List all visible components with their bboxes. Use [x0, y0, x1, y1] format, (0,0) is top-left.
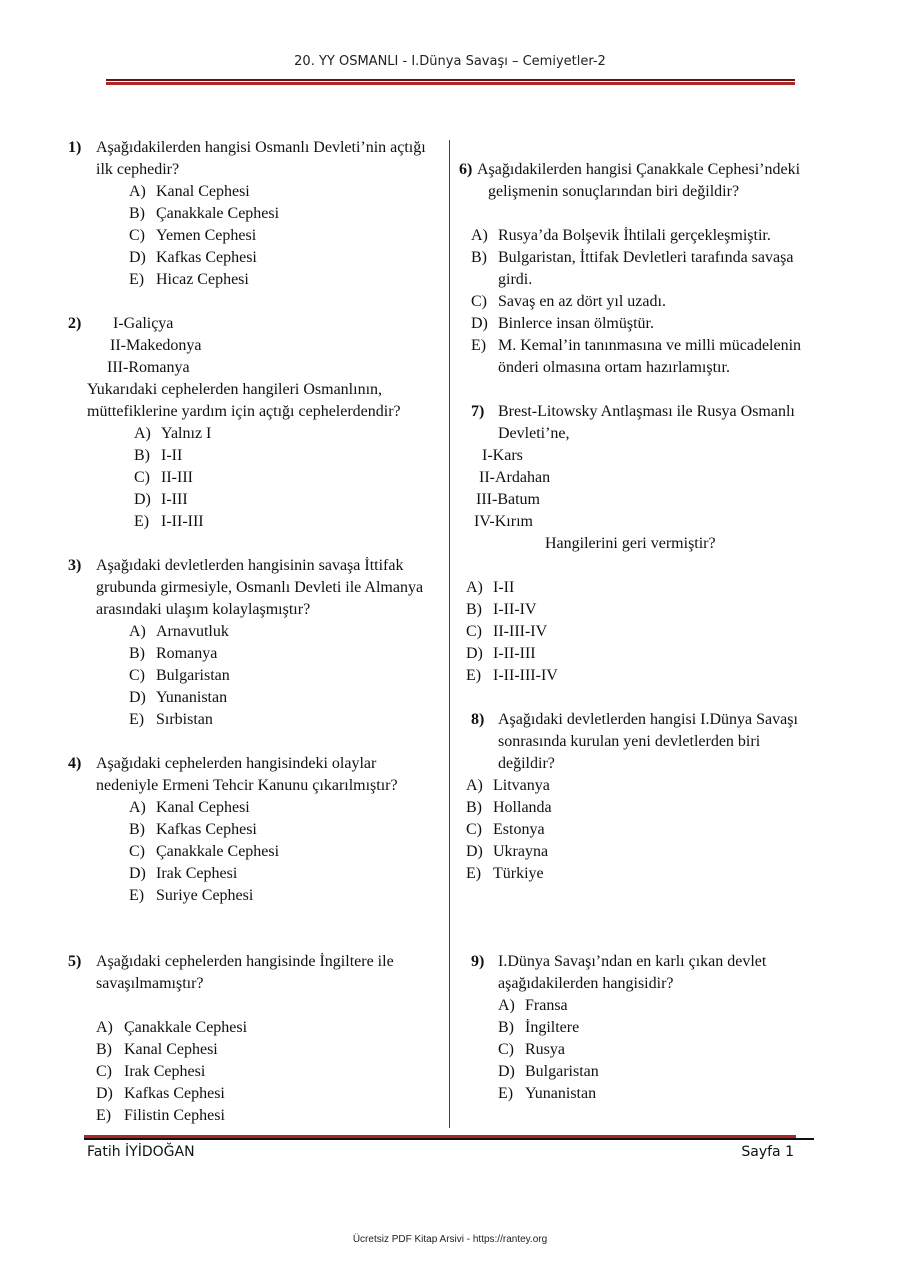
q2-option-letter: D) — [134, 491, 151, 508]
q5-option-text: Kanal Cephesi — [124, 1041, 218, 1058]
q2-option-text: I-III — [161, 491, 188, 508]
q9-stem-line: aşağıdakilerden hangisidir? — [498, 975, 674, 992]
q2-item: II-Makedonya — [110, 337, 202, 354]
q2-stem-line: müttefiklerine yardım için açtığı cephelerdendir? — [87, 403, 401, 420]
q2-option-letter: C) — [134, 469, 150, 486]
q6-option-text: Bulgaristan, İttifak Devletleri tarafında savaşa — [498, 249, 794, 266]
q8-number: 8) — [471, 711, 485, 728]
q7-item: II-Ardahan — [479, 469, 551, 486]
q6-option-text: Rusya’da Bolşevik İhtilali gerçekleşmiştir. — [498, 227, 771, 244]
q1-option-text: Yemen Cephesi — [156, 227, 257, 244]
q6-option-letter: B) — [471, 249, 487, 266]
q5-option-letter: D) — [96, 1085, 113, 1102]
q9-number: 9) — [471, 953, 485, 970]
q3-option-letter: D) — [129, 689, 146, 706]
footer-page-number: Sayfa 1 — [741, 1144, 794, 1160]
q4-stem-line: nedeniyle Ermeni Tehcir Kanunu çıkarılmıştır? — [96, 777, 398, 794]
q8-option-text: Estonya — [493, 821, 545, 838]
q1-number: 1) — [68, 139, 82, 156]
q6-option-letter: E) — [471, 337, 487, 354]
q4-option-text: Suriye Cephesi — [156, 887, 254, 904]
q7-option-letter: E) — [466, 667, 482, 684]
q8-option-text: Litvanya — [493, 777, 550, 794]
q8-stem-line: sonrasında kurulan yeni devletlerden biri — [498, 733, 761, 750]
q5-option-letter: C) — [96, 1063, 112, 1080]
header-rule — [106, 79, 795, 81]
q6-number: 6) — [459, 161, 473, 178]
q3-number: 3) — [68, 557, 82, 574]
q5-option-letter: E) — [96, 1107, 112, 1124]
q8-stem-line: değildir? — [498, 755, 555, 772]
q6-option-letter: C) — [471, 293, 487, 310]
q4-option-letter: A) — [129, 799, 146, 816]
q1-option-text: Kanal Cephesi — [156, 183, 250, 200]
q1-option-text: Kafkas Cephesi — [156, 249, 257, 266]
q9-option-letter: B) — [498, 1019, 514, 1036]
q9-option-text: Rusya — [525, 1041, 565, 1058]
q6-stem-line: Aşağıdakilerden hangisi Çanakkale Cephesi’ndeki — [477, 161, 801, 178]
q3-option-letter: B) — [129, 645, 145, 662]
q4-option-letter: E) — [129, 887, 145, 904]
q2-number: 2) — [68, 315, 82, 332]
q3-option-letter: C) — [129, 667, 145, 684]
column-divider — [449, 140, 450, 1128]
q1-option-letter: C) — [129, 227, 145, 244]
q2-option-letter: A) — [134, 425, 151, 442]
q6-stem-line: gelişmenin sonuçlarından biri değildir? — [488, 183, 740, 200]
q4-option-text: Irak Cephesi — [156, 865, 238, 882]
q7-option-text: I-II-III-IV — [493, 667, 558, 684]
q5-option-text: Filistin Cephesi — [124, 1107, 225, 1124]
q9-option-letter: A) — [498, 997, 515, 1014]
q7-option-letter: C) — [466, 623, 482, 640]
q9-option-letter: C) — [498, 1041, 514, 1058]
q7-option-letter: A) — [466, 579, 483, 596]
q7-item: III-Batum — [476, 491, 540, 508]
q6-option-text: Binlerce insan ölmüştür. — [498, 315, 654, 332]
q7-stem-line: Devleti’ne, — [498, 425, 570, 442]
q3-option-text: Romanya — [156, 645, 218, 662]
q2-option-letter: B) — [134, 447, 150, 464]
q3-stem-line: Aşağıdaki devletlerden hangisinin savaşa İttifak — [96, 557, 404, 574]
q4-number: 4) — [68, 755, 82, 772]
q1-stem-line: Aşağıdakilerden hangisi Osmanlı Devleti’nin açtığı — [96, 139, 426, 156]
footer-rule — [84, 1138, 814, 1140]
q7-option-letter: D) — [466, 645, 483, 662]
q3-option-text: Sırbistan — [156, 711, 213, 728]
q2-option-text: I-II — [161, 447, 183, 464]
q8-option-text: Hollanda — [493, 799, 552, 816]
q6-option-text: M. Kemal’in tanınmasına ve milli mücadelenin — [498, 337, 802, 354]
q7-item: I-Kars — [482, 447, 523, 464]
q8-option-letter: D) — [466, 843, 483, 860]
q7-option-text: I-II-IV — [493, 601, 537, 618]
q2-option-text: Yalnız I — [161, 425, 212, 442]
q5-option-text: Irak Cephesi — [124, 1063, 206, 1080]
q5-stem-line: Aşağıdaki cephelerden hangisinde İngiltere ile — [96, 953, 394, 970]
q3-option-text: Yunanistan — [156, 689, 228, 706]
q1-option-letter: D) — [129, 249, 146, 266]
q9-option-text: İngiltere — [525, 1019, 580, 1036]
q5-stem-line: savaşılmamıştır? — [96, 975, 204, 992]
q2-stem-line: Yukarıdaki cephelerden hangileri Osmanlının, — [87, 381, 383, 398]
q4-option-text: Kanal Cephesi — [156, 799, 250, 816]
q4-option-letter: B) — [129, 821, 145, 838]
q4-option-text: Kafkas Cephesi — [156, 821, 257, 838]
q6-option-letter: A) — [471, 227, 488, 244]
q8-stem-line: Aşağıdaki devletlerden hangisi I.Dünya Savaşı — [498, 711, 798, 728]
q4-option-text: Çanakkale Cephesi — [156, 843, 280, 860]
q7-question: Hangilerini geri vermiştir? — [545, 535, 716, 552]
q5-option-text: Kafkas Cephesi — [124, 1085, 225, 1102]
q7-number: 7) — [471, 403, 485, 420]
q5-option-text: Çanakkale Cephesi — [124, 1019, 248, 1036]
q4-option-letter: C) — [129, 843, 145, 860]
q3-option-letter: A) — [129, 623, 146, 640]
q8-option-letter: C) — [466, 821, 482, 838]
q2-item: I-Galiçya — [113, 315, 174, 332]
q3-stem-line: grubunda girmesiyle, Osmanlı Devleti ile Almanya — [96, 579, 424, 596]
q8-option-letter: B) — [466, 799, 482, 816]
q2-item: III-Romanya — [107, 359, 190, 376]
q3-option-text: Bulgaristan — [156, 667, 230, 684]
q1-option-letter: E) — [129, 271, 145, 288]
q1-stem-line: ilk cephedir? — [96, 161, 180, 178]
q2-option-text: I-II-III — [161, 513, 204, 530]
q9-option-text: Bulgaristan — [525, 1063, 599, 1080]
q7-option-text: I-II-III — [493, 645, 536, 662]
q3-option-text: Arnavutluk — [156, 623, 229, 640]
q7-option-text: I-II — [493, 579, 515, 596]
q9-option-letter: E) — [498, 1085, 514, 1102]
q6-option-text: Savaş en az dört yıl uzadı. — [498, 293, 666, 310]
q1-option-letter: B) — [129, 205, 145, 222]
q9-option-text: Yunanistan — [525, 1085, 597, 1102]
q7-item: IV-Kırım — [474, 513, 533, 530]
q7-option-letter: B) — [466, 601, 482, 618]
q7-stem-line: Brest-Litowsky Antlaşması ile Rusya Osmanlı — [498, 403, 795, 420]
q9-stem-line: I.Dünya Savaşı’ndan en karlı çıkan devlet — [498, 953, 767, 970]
q2-option-text: II-III — [161, 469, 193, 486]
q8-option-text: Türkiye — [493, 865, 544, 882]
q5-number: 5) — [68, 953, 82, 970]
q3-option-letter: E) — [129, 711, 145, 728]
q5-option-letter: B) — [96, 1041, 112, 1058]
q4-stem-line: Aşağıdaki cephelerden hangisindeki olaylar — [96, 755, 377, 772]
watermark-text: Ücretsiz PDF Kitap Arsivi - https://rantey.org — [352, 1234, 548, 1245]
q4-option-letter: D) — [129, 865, 146, 882]
q9-option-letter: D) — [498, 1063, 515, 1080]
q5-option-letter: A) — [96, 1019, 113, 1036]
q9-option-text: Fransa — [525, 997, 568, 1014]
q6-option-text: girdi. — [498, 271, 533, 288]
q1-option-text: Hicaz Cephesi — [156, 271, 249, 288]
q8-option-letter: A) — [466, 777, 483, 794]
footer-author: Fatih İYİDOĞAN — [87, 1144, 195, 1160]
q1-option-text: Çanakkale Cephesi — [156, 205, 280, 222]
q2-option-letter: E) — [134, 513, 150, 530]
page-header-title: 20. YY OSMANLI - I.Dünya Savaşı – Cemiyetler-2 — [294, 54, 606, 69]
q1-option-letter: A) — [129, 183, 146, 200]
q3-stem-line: arasındaki ulaşım kolaylaşmıştır? — [96, 601, 311, 618]
header-rule-accent — [106, 82, 795, 85]
q8-option-text: Ukrayna — [493, 843, 549, 860]
q6-option-letter: D) — [471, 315, 488, 332]
q8-option-letter: E) — [466, 865, 482, 882]
q6-option-text: önderi olmasına ortam hazırlamıştır. — [498, 359, 730, 376]
q7-option-text: II-III-IV — [493, 623, 548, 640]
